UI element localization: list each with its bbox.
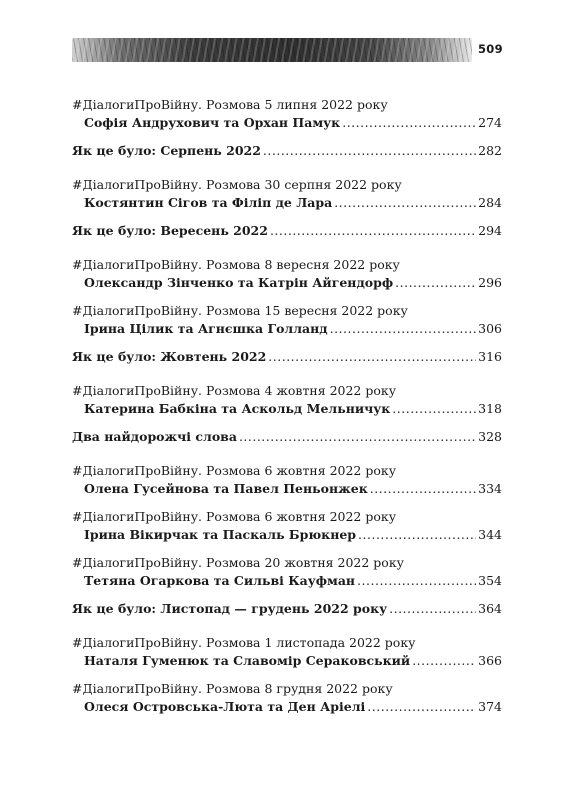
header-decorative-band [72,38,472,62]
toc-entry-line [72,600,502,618]
dot-leader [334,194,476,212]
toc-entry-page: 344 [478,527,502,542]
toc-entry[interactable] [72,222,502,240]
toc-entry-page: 316 [478,349,502,364]
toc-entry[interactable] [72,462,502,498]
toc-entry[interactable] [72,382,502,418]
toc-entry-title: Два найдорожчі слова [72,429,237,444]
toc-entry-page: 294 [478,223,502,238]
toc-entry-title: Як це було: Серпень 2022 [72,143,261,158]
toc-entry-title: Олександр Зінченко та Катрін Айгендорф [84,275,394,290]
table-of-contents [72,96,502,726]
toc-entry[interactable] [72,176,502,212]
toc-entry-page: 354 [478,573,502,588]
toc-entry-subtitle: #ДіалогиПроВійну. Розмова 15 вересня 2022 року [72,303,408,318]
toc-entry-page: 306 [478,321,502,336]
toc-entry-line [72,348,502,366]
toc-entry-title: Софія Андрухович та Орхан Памук [84,115,341,130]
toc-entry-line [72,698,502,716]
toc-entry-line [72,320,502,338]
dot-leader [268,348,476,366]
toc-entry[interactable] [72,142,502,160]
dot-leader [239,428,476,446]
toc-entry-title: Ірина Вікирчак та Паскаль Брюкнер [84,527,357,542]
toc-entry-line [72,572,502,590]
dot-leader [370,480,476,498]
page-number: 509 [478,42,503,56]
toc-entry-line [72,114,502,132]
toc-entry-title: Як це було: Листопад — грудень 2022 року [72,601,388,616]
dot-leader [389,600,476,618]
toc-entry-subtitle: #ДіалогиПроВійну. Розмова 20 жовтня 2022 року [72,555,405,570]
toc-entry[interactable] [72,508,502,544]
toc-entry-title: Як це було: Жовтень 2022 [72,349,267,364]
toc-entry-line [72,480,502,498]
toc-entry-title: Олеся Островська-Люта та Ден Аріелі [84,699,366,714]
toc-entry-line [72,274,502,292]
toc-entry-page: 364 [478,601,502,616]
toc-entry-subtitle: #ДіалогиПроВійну. Розмова 6 жовтня 2022 року [72,509,397,524]
dot-leader [357,572,476,590]
dot-leader [330,320,477,338]
toc-entry[interactable] [72,96,502,132]
toc-entry-subtitle: #ДіалогиПроВійну. Розмова 30 серпня 2022 року [72,177,402,192]
dot-leader [342,114,476,132]
toc-entry-line [72,652,502,670]
dot-leader [412,652,476,670]
toc-entry-subtitle: #ДіалогиПроВійну. Розмова 4 жовтня 2022 року [72,383,397,398]
dot-leader [358,526,476,544]
toc-entry-line [72,194,502,212]
toc-entry[interactable] [72,680,502,716]
toc-entry[interactable] [72,348,502,366]
toc-entry-subtitle: #ДіалогиПроВійну. Розмова 6 жовтня 2022 року [72,463,397,478]
toc-entry-page: 328 [478,429,502,444]
toc-entry-line [72,400,502,418]
toc-entry[interactable] [72,634,502,670]
toc-entry-subtitle: #ДіалогиПроВійну. Розмова 8 вересня 2022 року [72,257,400,272]
toc-entry-title: Олена Гусейнова та Павел Пеньонжек [84,481,368,496]
toc-entry-line [72,142,502,160]
toc-entry[interactable] [72,302,502,338]
toc-entry[interactable] [72,428,502,446]
toc-entry-line [72,428,502,446]
toc-entry-page: 374 [478,699,502,714]
toc-entry-title: Наталя Гуменюк та Славомір Сераковський [84,653,411,668]
toc-entry-title: Катерина Бабкіна та Аскольд Мельничук [84,401,391,416]
toc-entry-page: 334 [478,481,502,496]
toc-entry-page: 296 [478,275,502,290]
toc-entry[interactable] [72,256,502,292]
toc-entry[interactable] [72,554,502,590]
toc-entry-title: Тетяна Огаркова та Сильві Кауфман [84,573,356,588]
toc-entry[interactable] [72,600,502,618]
toc-entry-page: 274 [478,115,502,130]
toc-entry-subtitle: #ДіалогиПроВійну. Розмова 1 листопада 2022 року [72,635,416,650]
toc-entry-subtitle: #ДіалогиПроВійну. Розмова 8 грудня 2022 року [72,681,393,696]
toc-entry-page: 366 [478,653,502,668]
toc-entry-subtitle: #ДіалогиПроВійну. Розмова 5 липня 2022 року [72,97,388,112]
toc-entry-title: Костянтин Сігов та Філіп де Лара [84,195,333,210]
dot-leader [270,222,476,240]
toc-entry-title: Ірина Цілик та Агнєшка Голланд [84,321,328,336]
toc-entry-line [72,526,502,544]
toc-entry-page: 318 [478,401,502,416]
toc-entry-page: 284 [478,195,502,210]
toc-entry-line [72,222,502,240]
dot-leader [263,142,476,160]
toc-entry-title: Як це було: Вересень 2022 [72,223,268,238]
dot-leader [395,274,476,292]
toc-entry-page: 282 [478,143,502,158]
dot-leader [367,698,476,716]
dot-leader [392,400,476,418]
